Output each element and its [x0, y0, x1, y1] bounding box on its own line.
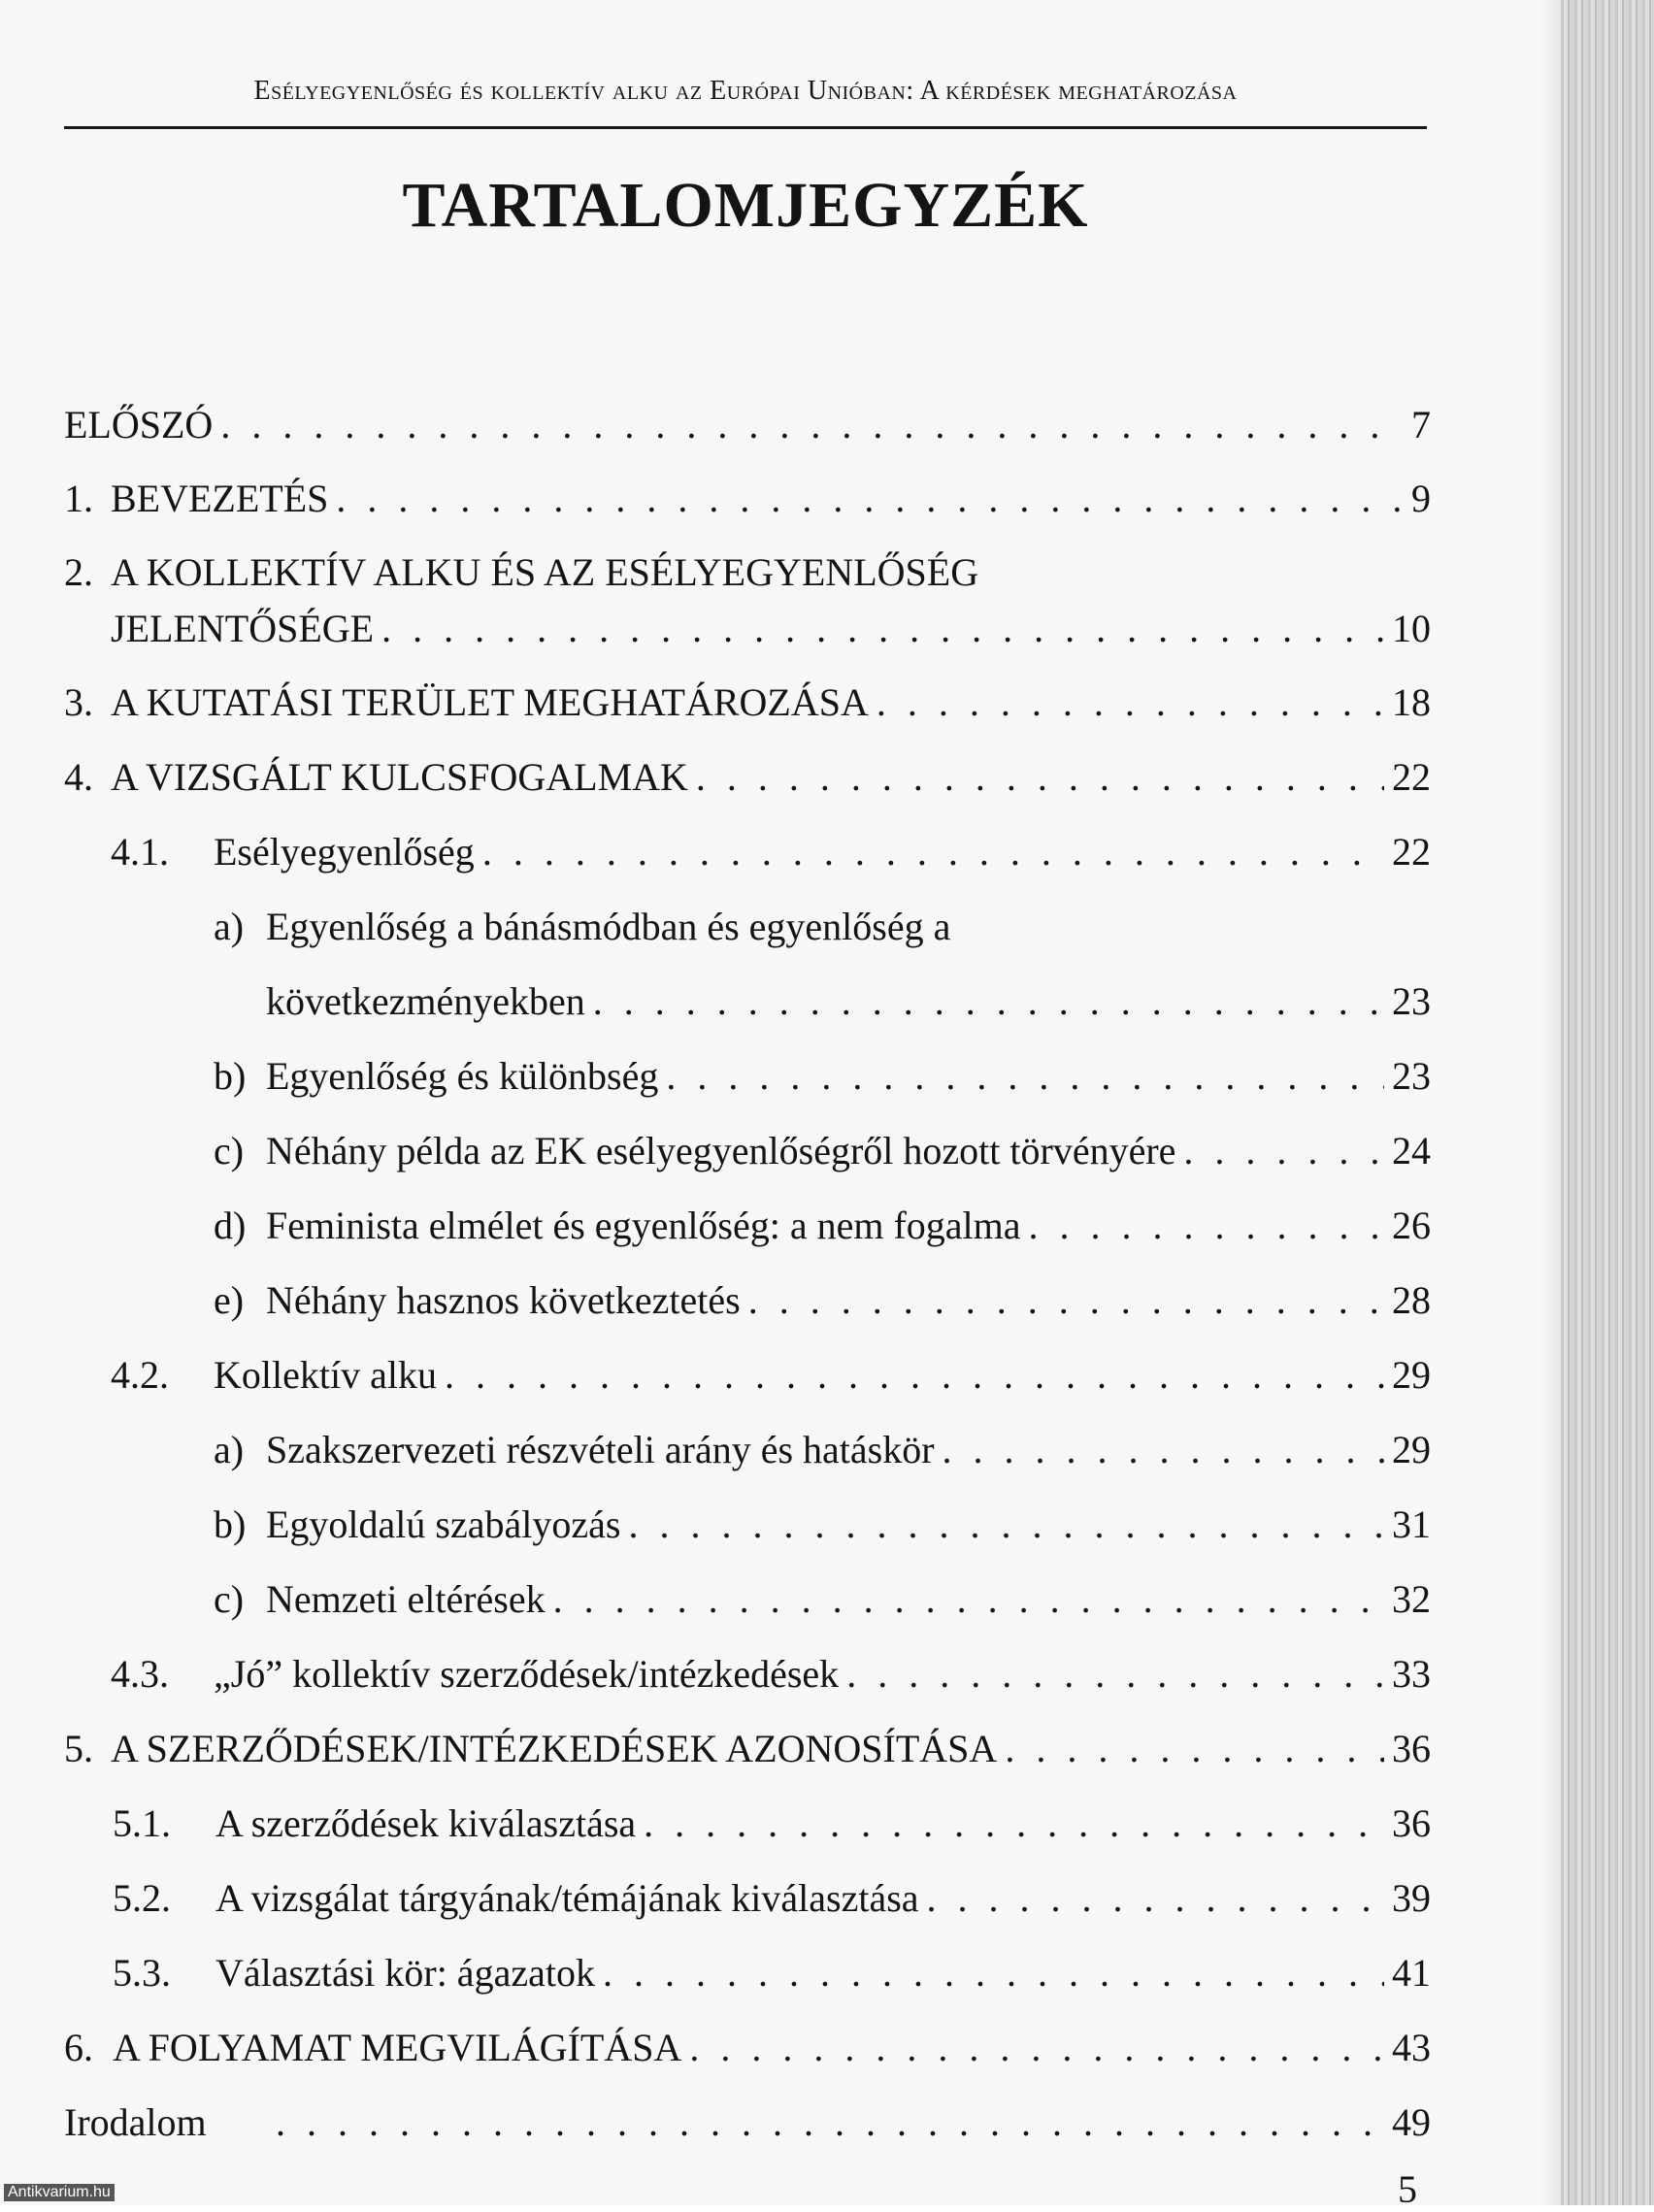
toc-entry-4-1-a-line2: [64, 973, 1431, 1031]
page-number: 5: [1398, 2167, 1417, 2211]
toc-entry-5-3: [64, 1944, 1431, 2002]
toc-entry-3: [64, 674, 1431, 732]
toc-entry-5: [64, 1720, 1431, 1778]
toc-entry-page: 29: [1392, 1428, 1431, 1471]
running-head: Esélyegyenlőség és kollektív alku az Európai Unióban: A kérdések meghatározása: [253, 76, 1238, 106]
toc-entry-text: Néhány példa az EK esélyegyenlőségről hozott törvényére: [266, 1129, 1176, 1172]
dot-leader: [696, 748, 1384, 807]
toc-entry-text: „Jó” kollektív szerződések/intézkedések: [214, 1652, 840, 1696]
toc-entry-number: d): [214, 1204, 247, 1247]
dot-leader: [748, 1271, 1384, 1330]
toc-entry-4-1-d: [64, 1197, 1431, 1255]
toc-entry-number: a): [214, 1428, 245, 1471]
dot-leader: [445, 1346, 1384, 1404]
toc-entry-page: 36: [1392, 1801, 1431, 1845]
dot-leader: [943, 1421, 1384, 1479]
toc-entry-text: A KOLLEKTÍV ALKU ÉS AZ ESÉLYEGYENLŐSÉG: [111, 550, 979, 594]
toc-entry-text: Szakszervezeti részvételi arány és hatáskör: [266, 1428, 935, 1471]
toc-entry-text: A SZERZŐDÉSEK/INTÉZKEDÉSEK AZONOSÍTÁSA: [111, 1727, 998, 1770]
toc-entry-4-2: [64, 1346, 1431, 1404]
toc-entry-2-line2: [64, 600, 1431, 658]
dot-leader: [593, 973, 1384, 1031]
toc-entry-text: A vizsgálat tárgyának/témájának kiválasztása: [215, 1876, 919, 1920]
toc-entry-eloszo: [64, 396, 1431, 454]
toc-entry-text: Néhány hasznos következtetés: [266, 1278, 741, 1322]
toc-entry-page: 26: [1392, 1204, 1431, 1247]
toc-entry-number: c): [214, 1577, 245, 1621]
toc-entry-page: 23: [1392, 1054, 1431, 1098]
toc-entry-page: 18: [1392, 680, 1431, 724]
toc-entry-text: Nemzeti eltérések: [266, 1577, 546, 1621]
dot-leader: [666, 1047, 1384, 1106]
book-page-edges: [1561, 0, 1654, 2205]
dot-leader: [927, 1869, 1384, 1928]
toc-entry-page: 7: [1411, 403, 1431, 446]
toc-entry-number: 2.: [64, 550, 93, 594]
toc-entry-4-1-e: [64, 1271, 1431, 1330]
toc-entry-number: 1.: [64, 477, 93, 520]
toc-entry-page: 28: [1392, 1278, 1431, 1322]
toc-entry-text: ELŐSZÓ: [64, 403, 214, 446]
toc-entry-number: 4.1.: [111, 830, 169, 874]
toc-entry-text: Irodalom: [64, 2100, 207, 2144]
dot-leader: [644, 1795, 1384, 1853]
dot-leader: [877, 674, 1384, 732]
toc-entry-5-1: [64, 1795, 1431, 1853]
dot-leader: [381, 600, 1384, 658]
toc-entry-text: Kollektív alku: [214, 1353, 437, 1397]
toc-entry-text: Feminista elmélet és egyenlőség: a nem fogalma: [266, 1204, 1021, 1247]
toc-entry-text: BEVEZETÉS: [111, 477, 329, 520]
toc-entry-number: a): [214, 905, 245, 948]
toc-entry-number: b): [214, 1054, 247, 1098]
toc-entry-4-2-b: [64, 1496, 1431, 1554]
dot-leader: [336, 470, 1404, 528]
toc-entry-4-1-a-line1: [64, 898, 1431, 956]
toc-entry-text: Egyenlőség a bánásmódban és egyenlőség a: [266, 905, 951, 948]
toc-entry-page: 36: [1392, 1727, 1431, 1770]
toc-entry-page: 22: [1392, 755, 1431, 799]
dot-leader: [482, 823, 1384, 881]
toc-entry-number: e): [214, 1278, 245, 1322]
toc-entry-4-1-c: [64, 1122, 1431, 1180]
dot-leader: [603, 1944, 1384, 2002]
toc-entry-page: 41: [1392, 1951, 1431, 1995]
toc-entry-text: A VIZSGÁLT KULCSFOGALMAK: [111, 755, 688, 799]
toc-entry-number: 4.2.: [111, 1353, 169, 1397]
toc-entry-text: A FOLYAMAT MEGVILÁGÍTÁSA: [113, 2026, 682, 2069]
page-title: TARTALOMJEGYZÉK: [402, 170, 1089, 241]
toc-entry-page: 24: [1392, 1129, 1431, 1172]
dot-leader: [628, 1496, 1384, 1554]
toc-entry-text: JELENTŐSÉGE: [111, 607, 375, 650]
toc-entry-number: 3.: [64, 680, 93, 724]
toc-entry-text: Választási kör: ágazatok: [215, 1951, 595, 1995]
toc-entry-4: [64, 748, 1431, 807]
toc-entry-4-1-b: [64, 1047, 1431, 1106]
toc-entry-5-2: [64, 1869, 1431, 1928]
toc-entry-4-2-a: [64, 1421, 1431, 1479]
toc-entry-page: 22: [1392, 830, 1431, 874]
toc-entry-text: Egyenlőség és különbség: [266, 1054, 659, 1098]
toc-entry-number: 5.2.: [113, 1876, 171, 1920]
toc-entry-1: [64, 470, 1431, 528]
toc-entry-page: 29: [1392, 1353, 1431, 1397]
toc-entry-page: 33: [1392, 1652, 1431, 1696]
toc-entry-text: Esélyegyenlőség: [214, 830, 475, 874]
toc-entry-2-line1: [64, 544, 1431, 602]
toc-entry-number: 4.: [64, 755, 93, 799]
toc-entry-page: 9: [1411, 477, 1431, 520]
toc-entry-page: 32: [1392, 1577, 1431, 1621]
toc-entry-4-1: [64, 823, 1431, 881]
toc-entry-page: 31: [1392, 1502, 1431, 1546]
toc-entry-page: 23: [1392, 979, 1431, 1023]
dot-leader: [689, 2019, 1384, 2077]
watermark: Antikvarium.hu: [4, 2184, 115, 2201]
toc-entry-text: A szerződések kiválasztása: [215, 1801, 637, 1845]
dot-leader: [553, 1570, 1384, 1629]
dot-leader: [220, 396, 1404, 454]
toc-entry-text: A KUTATÁSI TERÜLET MEGHATÁROZÁSA: [111, 680, 869, 724]
toc-entry-number: b): [214, 1502, 247, 1546]
dot-leader: [846, 1645, 1384, 1703]
toc-entry-page: 49: [1392, 2100, 1431, 2144]
toc-entry-number: c): [214, 1129, 245, 1172]
toc-entry-page: 10: [1392, 607, 1431, 650]
toc-entry-number: 5.: [64, 1727, 93, 1770]
toc-entry-4-3: [64, 1645, 1431, 1703]
toc-entry-text: következményekben: [266, 979, 585, 1023]
toc-entry-number: 5.1.: [113, 1801, 171, 1845]
toc-entry-page: 39: [1392, 1876, 1431, 1920]
toc-entry-4-2-c: [64, 1570, 1431, 1629]
dot-leader: [1183, 1122, 1384, 1180]
dot-leader: [1029, 1197, 1384, 1255]
toc-entry-text: Egyoldalú szabályozás: [266, 1502, 621, 1546]
toc-entry-number: 5.3.: [113, 1951, 171, 1995]
header-rule: [64, 126, 1427, 129]
toc-entry-page: 43: [1392, 2026, 1431, 2069]
dot-leader: [276, 2094, 1384, 2152]
toc-entry-irodalom: [64, 2094, 1431, 2152]
toc-entry-number: 6.: [64, 2026, 93, 2069]
dot-leader: [1005, 1720, 1384, 1778]
toc-entry-6: [64, 2019, 1431, 2077]
toc-entry-number: 4.3.: [111, 1652, 169, 1696]
